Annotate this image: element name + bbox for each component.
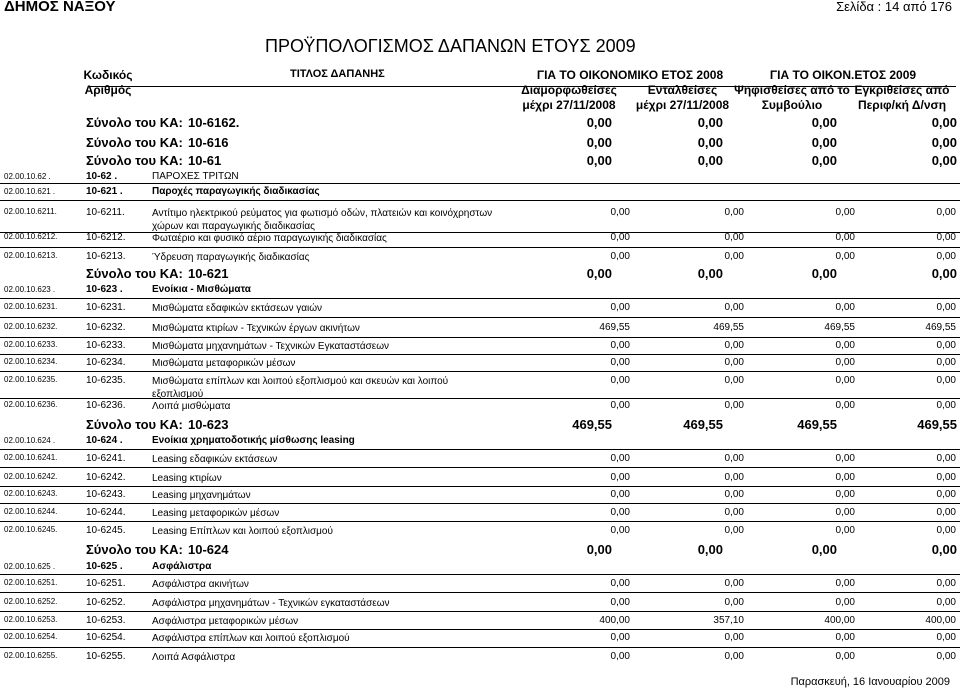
row-desc: Ασφάλιστρα μεταφορικών μέσων bbox=[152, 616, 299, 627]
municipality-name: ΔΗΜΟΣ ΝΑΞΟΥ bbox=[4, 0, 116, 15]
row-value: 0,00 bbox=[835, 340, 855, 351]
summary-label: Σύνολο του ΚΑ: bbox=[86, 266, 183, 281]
col-voted-header bbox=[728, 83, 856, 113]
row-sub: 10-6232. bbox=[86, 322, 126, 333]
summary-value: 0,00 bbox=[586, 266, 612, 281]
row-divider bbox=[0, 611, 960, 612]
col-approved-header bbox=[845, 83, 959, 113]
col-ordered-line2: μέχρι 27/11/2008 bbox=[635, 98, 730, 112]
row-value: 0,00 bbox=[610, 651, 630, 662]
row-value: 0,00 bbox=[936, 632, 956, 643]
summary-value: 0,00 bbox=[697, 115, 723, 130]
summary-value: 0,00 bbox=[586, 115, 612, 130]
row-value: 0,00 bbox=[936, 400, 956, 411]
group-sub: 10-625 . bbox=[86, 561, 123, 572]
summary-value: 0,00 bbox=[811, 153, 837, 168]
col-voted-line2: Συμβούλιο bbox=[761, 98, 823, 112]
summary-ka: 10-61 bbox=[188, 153, 222, 168]
row-desc: Μισθώματα κτιρίων - Τεχνικών έργων ακινήτων bbox=[152, 323, 360, 334]
summary-ka: 10-616 bbox=[188, 135, 229, 150]
row-value: 0,00 bbox=[724, 578, 744, 589]
document-title: ΠΡΟΫΠΟΛΟΓΙΣΜΟΣ ΔΑΠΑΝΩΝ ΕΤΟΥΣ 2009 bbox=[265, 36, 636, 56]
row-value: 0,00 bbox=[610, 251, 630, 262]
row-sub: 10-6231. bbox=[86, 302, 126, 313]
summary-label: Σύνολο του ΚΑ: bbox=[86, 417, 183, 432]
row-value: 0,00 bbox=[724, 357, 744, 368]
summary-value: 469,55 bbox=[572, 417, 612, 432]
summary-value: 0,00 bbox=[697, 542, 723, 557]
row-divider bbox=[0, 521, 960, 522]
row-divider bbox=[0, 647, 960, 648]
row-divider bbox=[0, 486, 960, 487]
row-value: 0,00 bbox=[835, 207, 855, 218]
row-value: 0,00 bbox=[610, 375, 630, 386]
row-desc: Ασφάλιστρα ακινήτων bbox=[152, 579, 249, 590]
row-code: 02.00.10.6234. bbox=[4, 357, 58, 366]
row-value: 0,00 bbox=[835, 507, 855, 518]
row-value: 0,00 bbox=[936, 357, 956, 368]
row-divider bbox=[0, 200, 960, 201]
row-code: 02.00.10.6232. bbox=[4, 322, 58, 331]
row-desc: Leasing μηχανημάτων bbox=[152, 490, 251, 501]
row-code: 02.00.10.6236. bbox=[4, 400, 58, 409]
row-value: 0,00 bbox=[936, 453, 956, 464]
group-title: Ασφάλιστρα bbox=[152, 561, 212, 572]
row-value: 0,00 bbox=[936, 251, 956, 262]
row-value: 357,10 bbox=[713, 615, 744, 626]
col-fy2009-header: ΓΙΑ ΤΟ ΟΙΚΟΝ.ΕΤΟΣ 2009 bbox=[769, 68, 917, 82]
summary-value: 0,00 bbox=[811, 266, 837, 281]
row-desc: Φωταέριο και φυσικό αέριο παραγωγικής διαδικασίας bbox=[152, 233, 387, 244]
summary-ka: 10-624 bbox=[188, 542, 229, 557]
group-title: ΠΑΡΟΧΕΣ ΤΡΙΤΩΝ bbox=[152, 171, 239, 182]
row-value: 0,00 bbox=[610, 232, 630, 243]
row-code: 02.00.10.6231. bbox=[4, 302, 58, 311]
row-sub: 10-6241. bbox=[86, 453, 126, 464]
row-value: 0,00 bbox=[610, 400, 630, 411]
row-desc: Leasing Επίπλων και λοιπού εξοπλισμού bbox=[152, 526, 333, 537]
row-value: 0,00 bbox=[835, 489, 855, 500]
row-divider bbox=[0, 467, 960, 468]
row-desc: Leasing εδαφικών εκτάσεων bbox=[152, 454, 278, 465]
row-value: 0,00 bbox=[724, 632, 744, 643]
row-value: 0,00 bbox=[610, 340, 630, 351]
row-sub: 10-6212. bbox=[86, 232, 126, 243]
row-value: 0,00 bbox=[936, 597, 956, 608]
row-value: 0,00 bbox=[610, 453, 630, 464]
row-value: 0,00 bbox=[835, 357, 855, 368]
row-value: 469,55 bbox=[925, 322, 956, 333]
row-value: 0,00 bbox=[724, 453, 744, 464]
row-value: 0,00 bbox=[835, 302, 855, 313]
row-value: 0,00 bbox=[724, 651, 744, 662]
row-value: 0,00 bbox=[936, 375, 956, 386]
row-sub: 10-6234. bbox=[86, 357, 126, 368]
row-value: 0,00 bbox=[610, 489, 630, 500]
group-code: 02.00.10.624 . bbox=[4, 436, 56, 445]
summary-value: 469,55 bbox=[797, 417, 837, 432]
row-desc: Μισθώματα επίπλων και λοιπού εξοπλισμού και σκευών και λοιπού εξοπλισμού bbox=[152, 376, 449, 400]
row-sub: 10-6254. bbox=[86, 632, 126, 643]
row-value: 0,00 bbox=[835, 578, 855, 589]
summary-value: 0,00 bbox=[811, 542, 837, 557]
row-code: 02.00.10.6252. bbox=[4, 597, 58, 606]
summary-label: Σύνολο του ΚΑ: bbox=[86, 153, 183, 168]
row-value: 0,00 bbox=[724, 375, 744, 386]
page-number: Σελίδα : 14 από 176 bbox=[836, 0, 952, 14]
group-title: Παροχές παραγωγικής διαδικασίας bbox=[152, 186, 320, 197]
row-value: 0,00 bbox=[835, 472, 855, 483]
summary-value: 0,00 bbox=[697, 153, 723, 168]
summary-value: 469,55 bbox=[917, 417, 957, 432]
row-desc: Μισθώματα μεταφορικών μέσων bbox=[152, 358, 296, 369]
summary-value: 0,00 bbox=[931, 542, 957, 557]
row-divider bbox=[0, 183, 960, 184]
row-divider bbox=[0, 574, 960, 575]
row-divider bbox=[0, 398, 960, 399]
row-sub: 10-6211. bbox=[86, 207, 125, 218]
row-sub: 10-6213. bbox=[86, 251, 126, 262]
row-value: 0,00 bbox=[936, 340, 956, 351]
row-divider bbox=[0, 354, 960, 355]
row-value: 0,00 bbox=[936, 472, 956, 483]
group-sub: 10-623 . bbox=[86, 284, 123, 295]
row-value: 0,00 bbox=[724, 507, 744, 518]
col-fy2008-header: ΓΙΑ ΤΟ ΟΙΚΟΝΟΜΙΚΟ ΕΤΟΣ 2008 bbox=[536, 68, 724, 82]
row-desc: Λοιπά Ασφάλιστρα bbox=[152, 652, 236, 663]
row-desc: Leasing μεταφορικών μέσων bbox=[152, 508, 280, 519]
row-value: 0,00 bbox=[724, 302, 744, 313]
summary-value: 0,00 bbox=[586, 153, 612, 168]
row-desc: Μισθώματα εδαφικών εκτάσεων γαιών bbox=[152, 303, 323, 314]
row-value: 0,00 bbox=[936, 507, 956, 518]
col-code-line1: Κωδικός bbox=[83, 68, 133, 82]
summary-ka: 10-6162. bbox=[188, 115, 240, 130]
row-value: 0,00 bbox=[610, 632, 630, 643]
col-approved-line1: Εγκριθείσες από bbox=[854, 83, 950, 97]
row-value: 0,00 bbox=[835, 251, 855, 262]
row-value: 0,00 bbox=[724, 340, 744, 351]
col-voted-line1: Ψηφισθείσες από το bbox=[734, 83, 850, 97]
summary-value: 0,00 bbox=[811, 115, 837, 130]
col-code-header bbox=[72, 68, 144, 98]
row-value: 0,00 bbox=[835, 400, 855, 411]
row-sub: 10-6251. bbox=[86, 578, 126, 589]
summary-ka: 10-623 bbox=[188, 417, 229, 432]
row-sub: 10-6236. bbox=[86, 400, 126, 411]
row-desc: Λοιπά μισθώματα bbox=[152, 401, 231, 412]
col-approved-line2: Περιφ/κή Δ/νση bbox=[857, 98, 947, 112]
row-value: 0,00 bbox=[936, 578, 956, 589]
summary-value: 0,00 bbox=[586, 542, 612, 557]
row-divider bbox=[0, 629, 960, 630]
row-code: 02.00.10.6242. bbox=[4, 472, 58, 481]
row-value: 0,00 bbox=[936, 489, 956, 500]
row-divider bbox=[0, 298, 960, 299]
row-value: 0,00 bbox=[835, 597, 855, 608]
row-value: 0,00 bbox=[835, 453, 855, 464]
row-code: 02.00.10.6213. bbox=[4, 251, 58, 260]
row-sub: 10-6233. bbox=[86, 340, 126, 351]
row-sub: 10-6244. bbox=[86, 507, 126, 518]
row-divider bbox=[0, 371, 960, 372]
row-value: 0,00 bbox=[835, 632, 855, 643]
row-value: 0,00 bbox=[936, 302, 956, 313]
row-value: 0,00 bbox=[610, 302, 630, 313]
row-value: 0,00 bbox=[724, 400, 744, 411]
row-value: 469,55 bbox=[824, 322, 855, 333]
row-value: 0,00 bbox=[724, 207, 744, 218]
row-code: 02.00.10.6211. bbox=[4, 207, 57, 216]
row-value: 0,00 bbox=[936, 651, 956, 662]
group-code: 02.00.10.623 . bbox=[4, 285, 56, 294]
col-title-header: ΤΙΤΛΟΣ ΔΑΠΑΝΗΣ bbox=[290, 68, 385, 80]
group-sub: 10-62 . bbox=[86, 171, 118, 182]
col-shaped-header bbox=[510, 83, 628, 113]
row-sub: 10-6243. bbox=[86, 489, 126, 500]
row-divider bbox=[0, 449, 960, 450]
row-code: 02.00.10.6254. bbox=[4, 632, 58, 641]
row-code: 02.00.10.6255. bbox=[4, 651, 58, 660]
col-shaped-line1: Διαμορφωθείσες bbox=[521, 83, 617, 97]
row-value: 0,00 bbox=[610, 597, 630, 608]
summary-value: 0,00 bbox=[931, 153, 957, 168]
summary-label: Σύνολο του ΚΑ: bbox=[86, 135, 183, 150]
row-divider bbox=[0, 317, 960, 318]
row-value: 0,00 bbox=[724, 232, 744, 243]
row-sub: 10-6252. bbox=[86, 597, 126, 608]
row-value: 0,00 bbox=[724, 525, 744, 536]
group-code: 02.00.10.625 . bbox=[4, 562, 56, 571]
footer-date: Παρασκευή, 16 Ιανουαρίου 2009 bbox=[790, 676, 950, 688]
row-value: 0,00 bbox=[610, 357, 630, 368]
row-sub: 10-6235. bbox=[86, 375, 126, 386]
row-divider bbox=[0, 337, 960, 338]
summary-value: 0,00 bbox=[586, 135, 612, 150]
summary-value: 0,00 bbox=[931, 266, 957, 281]
row-divider bbox=[0, 503, 960, 504]
row-desc: Ύδρευση παραγωγικής διαδικασίας bbox=[152, 252, 310, 263]
row-value: 0,00 bbox=[835, 375, 855, 386]
row-value: 0,00 bbox=[610, 507, 630, 518]
row-value: 0,00 bbox=[610, 207, 630, 218]
row-divider bbox=[0, 247, 960, 248]
col-ordered-header bbox=[630, 83, 735, 113]
row-value: 400,00 bbox=[925, 615, 956, 626]
row-value: 0,00 bbox=[610, 472, 630, 483]
group-code: 02.00.10.621 . bbox=[4, 187, 56, 196]
row-value: 0,00 bbox=[724, 489, 744, 500]
row-code: 02.00.10.6243. bbox=[4, 489, 58, 498]
header-rule bbox=[88, 86, 956, 87]
summary-label: Σύνολο του ΚΑ: bbox=[86, 542, 183, 557]
row-desc: Ασφάλιστρα μηχανημάτων - Τεχνικών εγκαταστάσεων bbox=[152, 598, 390, 609]
row-value: 0,00 bbox=[724, 251, 744, 262]
row-value: 0,00 bbox=[835, 232, 855, 243]
group-title: Ενοίκια χρηματοδοτικής μίσθωσης leasing bbox=[152, 435, 355, 446]
row-desc: Ασφάλιστρα επίπλων και λοιπού εξοπλισμού bbox=[152, 633, 350, 644]
row-code: 02.00.10.6245. bbox=[4, 525, 58, 534]
row-divider bbox=[0, 592, 960, 593]
col-shaped-line2: μέχρι 27/11/2008 bbox=[522, 98, 616, 112]
summary-value: 0,00 bbox=[811, 135, 837, 150]
group-sub: 10-621 . bbox=[86, 186, 123, 197]
row-sub: 10-6253. bbox=[86, 615, 126, 626]
row-code: 02.00.10.6233. bbox=[4, 340, 58, 349]
row-desc: Leasing κτιρίων bbox=[152, 473, 222, 484]
row-value: 0,00 bbox=[835, 525, 855, 536]
summary-ka: 10-621 bbox=[188, 266, 229, 281]
row-sub: 10-6242. bbox=[86, 472, 126, 483]
row-value: 400,00 bbox=[824, 615, 855, 626]
row-value: 400,00 bbox=[599, 615, 630, 626]
row-value: 469,55 bbox=[713, 322, 744, 333]
row-value: 0,00 bbox=[610, 525, 630, 536]
summary-value: 0,00 bbox=[697, 135, 723, 150]
row-value: 0,00 bbox=[835, 651, 855, 662]
col-ordered-line1: Ενταλθείσες bbox=[647, 83, 718, 97]
row-sub: 10-6245. bbox=[86, 525, 126, 536]
summary-value: 0,00 bbox=[697, 266, 723, 281]
row-code: 02.00.10.6212. bbox=[4, 232, 58, 241]
summary-value: 0,00 bbox=[931, 135, 957, 150]
row-code: 02.00.10.6244. bbox=[4, 507, 58, 516]
row-value: 469,55 bbox=[599, 322, 630, 333]
row-desc: Μισθώματα μηχανημάτων - Τεχνικών Εγκαταστάσεων bbox=[152, 341, 390, 352]
row-value: 0,00 bbox=[724, 472, 744, 483]
row-value: 0,00 bbox=[936, 232, 956, 243]
summary-label: Σύνολο του ΚΑ: bbox=[86, 115, 183, 130]
row-value: 0,00 bbox=[610, 578, 630, 589]
group-title: Ενοίκια - Μισθώματα bbox=[152, 284, 251, 295]
row-value: 0,00 bbox=[936, 525, 956, 536]
row-code: 02.00.10.6253. bbox=[4, 615, 58, 624]
col-code-line2: Αριθμός bbox=[84, 83, 132, 97]
group-sub: 10-624 . bbox=[86, 435, 123, 446]
summary-value: 469,55 bbox=[683, 417, 723, 432]
row-desc: Αντίτιμο ηλεκτρικού ρεύματος για φωτισμό οδών, πλατειών και κοινόχρηστων χώρων και παραγωγικής διαδικασίας bbox=[152, 208, 493, 232]
row-value: 0,00 bbox=[724, 597, 744, 608]
row-code: 02.00.10.6235. bbox=[4, 375, 58, 384]
row-value: 0,00 bbox=[936, 207, 956, 218]
row-code: 02.00.10.6251. bbox=[4, 578, 58, 587]
row-sub: 10-6255. bbox=[86, 651, 126, 662]
summary-value: 0,00 bbox=[931, 115, 957, 130]
row-code: 02.00.10.6241. bbox=[4, 453, 58, 462]
group-code: 02.00.10.62 . bbox=[4, 172, 51, 181]
